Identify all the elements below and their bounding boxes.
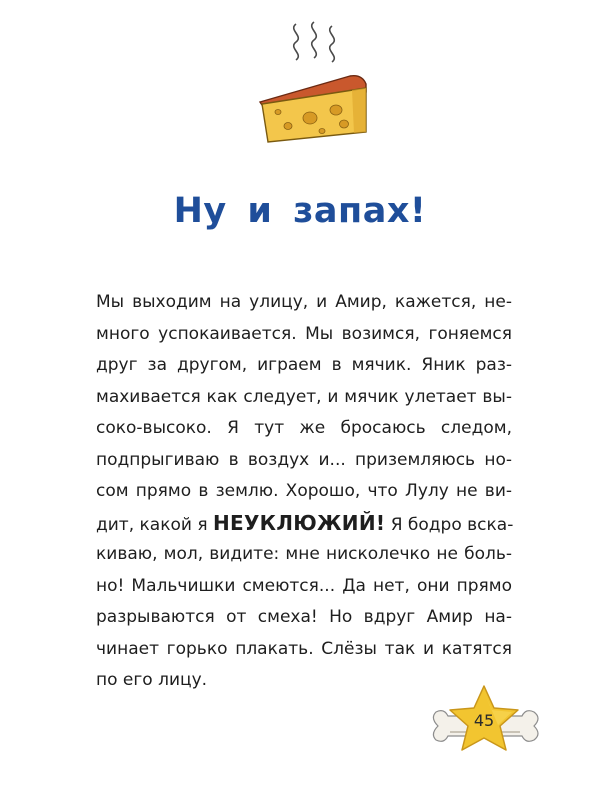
text-line: сом прямо в землю. Хорошо, что Лулу не ви- [96, 481, 512, 501]
cheese-illustration [248, 14, 380, 154]
emphasized-word: НЕУКЛЮЖИЙ! [212, 510, 386, 535]
text-line: Мы выходим на улицу, и Амир, кажется, не- [96, 292, 512, 312]
text-line: друг за другом, играем в мячик. Яник раз- [96, 355, 512, 375]
chapter-title: Ну и запах! [173, 191, 427, 232]
cheese-icon [248, 14, 380, 154]
body-text [96, 287, 512, 697]
text-line: махивается как следует, и мячик улетает вы- [96, 386, 512, 407]
text-line: разрываются от смеха! Но вдруг Амир на- [96, 607, 512, 627]
text-line: соко-высоко. Я тут же бросаюсь следом, [96, 418, 512, 438]
text-line: но! Мальчишки смеются... Да нет, они прямо [96, 575, 512, 596]
text-line: много успокаивается. Мы возимся, гоняемся [96, 323, 512, 344]
text-line: киваю, мол, видите: мне нисколечко не боль- [96, 544, 512, 564]
text-line: по его лицу. [96, 670, 208, 690]
text-line: подпрыгиваю в воздух и... приземляюсь но- [96, 449, 512, 470]
page-number: 45 [473, 711, 495, 730]
text-line: чинает горько плакать. Слёзы так и катятся [96, 638, 512, 659]
text-line: дит, какой я НЕУКЛЮЖИЙ! Я бодро вска- [96, 510, 514, 535]
